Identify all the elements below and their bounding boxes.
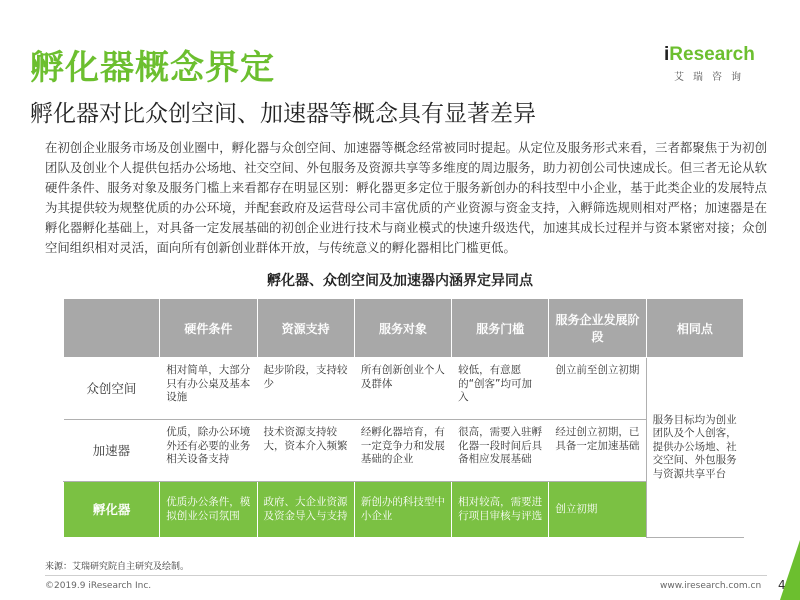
- header-service-threshold: 服务门槛: [452, 299, 549, 358]
- page-title: 孵化器概念界定: [30, 48, 275, 88]
- body-paragraph: 在初创企业服务市场及创业圈中，孵化器与众创空间、加速器等概念经常被同时提起。从定位及服务形式来看，三者都聚焦于为初创团队及创业个人提供包括办公场地、社交空间、外包服务及资源共享等多维度的周边服务，助力初创公司快速成长。但三者无论从软硬件条件、服务对象及服务门槛上来看都存在明显区别：孵化器更多定位于服务新创办的科技型中小企业，基于此类企业的发展特点为其提供较为规整优质的办公环境，并配套政府及运营母公司丰富优质的产业资源与资金支持，入孵筛选规则相对严格；加速器是在孵化器孵化基础上，对具备一定发展基础的初创企业进行技术与商业模式的快速升级迭代，加速其成长过程并与资本紧密对接；众创空间组织相对灵活，面向所有创新创业群体开放，与传统意义的孵化器相比门槛更低。: [45, 140, 767, 255]
- row-label-cowork: 众创空间: [64, 358, 160, 420]
- row-label-incubator: 孵化器: [64, 482, 160, 538]
- table-header-row: [64, 299, 744, 358]
- table-cell: 政府、大企业资源及资金导入与支持: [257, 482, 354, 538]
- table-cell: 相对较高，需要进行项目审核与评选: [452, 482, 549, 538]
- logo-wordmark: iResearch: [664, 44, 755, 65]
- table-row: [64, 358, 744, 420]
- logo-subtitle: 艾瑞咨询: [674, 72, 750, 83]
- page-number: 4: [778, 578, 786, 592]
- table-title: 孵化器、众创空间及加速器内涵界定异同点: [267, 273, 533, 289]
- header-stage: 服务企业发展阶段: [549, 299, 646, 358]
- header-blank-cell: [64, 299, 160, 358]
- table-cell: 创立初期: [549, 482, 646, 538]
- corner-decoration-icon: [770, 540, 800, 600]
- table-row: [64, 420, 744, 482]
- table-cell: 技术资源支持较大，资本介入频繁: [257, 420, 354, 482]
- iresearch-logo: [664, 44, 784, 84]
- common-points-cell: 服务目标均为创业团队及个人创客，提供办公场地、社交空间、外包服务与资源共享平台: [646, 358, 743, 538]
- page-subtitle: 孵化器对比众创空间、加速器等概念具有显著差异: [30, 101, 536, 127]
- table-cell: 所有创新创业个人及群体: [354, 358, 451, 420]
- table-row-highlight: [64, 482, 744, 538]
- table-cell: 优质办公条件，模拟创业公司氛围: [160, 482, 257, 538]
- website-link[interactable]: www.iresearch.com.cn: [660, 581, 762, 591]
- table-cell: 相对简单，大部分只有办公桌及基本设施: [160, 358, 257, 420]
- copyright-text: ©2019.9 iResearch Inc.: [45, 581, 152, 591]
- row-label-accelerator: 加速器: [64, 420, 160, 482]
- table-cell: 起步阶段，支持较少: [257, 358, 354, 420]
- table-cell: 创立前至创立初期: [549, 358, 646, 420]
- source-note: 来源：艾瑞研究院自主研究及绘制。: [45, 562, 190, 572]
- table-cell: 很高，需要入驻孵化器一段时间后具备相应发展基础: [452, 420, 549, 482]
- header-resources: 资源支持: [257, 299, 354, 358]
- comparison-table: [63, 298, 744, 538]
- table-cell: 较低，有意愿的“创客”均可加入: [452, 358, 549, 420]
- table-cell: 优质，除办公环境外还有必要的业务相关设备支持: [160, 420, 257, 482]
- header-hardware: 硬件条件: [160, 299, 257, 358]
- table-cell: 新创办的科技型中小企业: [354, 482, 451, 538]
- table-cell: 经孵化器培育，有一定竞争力和发展基础的企业: [354, 420, 451, 482]
- header-service-target: 服务对象: [354, 299, 451, 358]
- header-common: 相同点: [646, 299, 743, 358]
- footer-divider: [45, 575, 767, 576]
- table-cell: 经过创立初期，已具备一定加速基础: [549, 420, 646, 482]
